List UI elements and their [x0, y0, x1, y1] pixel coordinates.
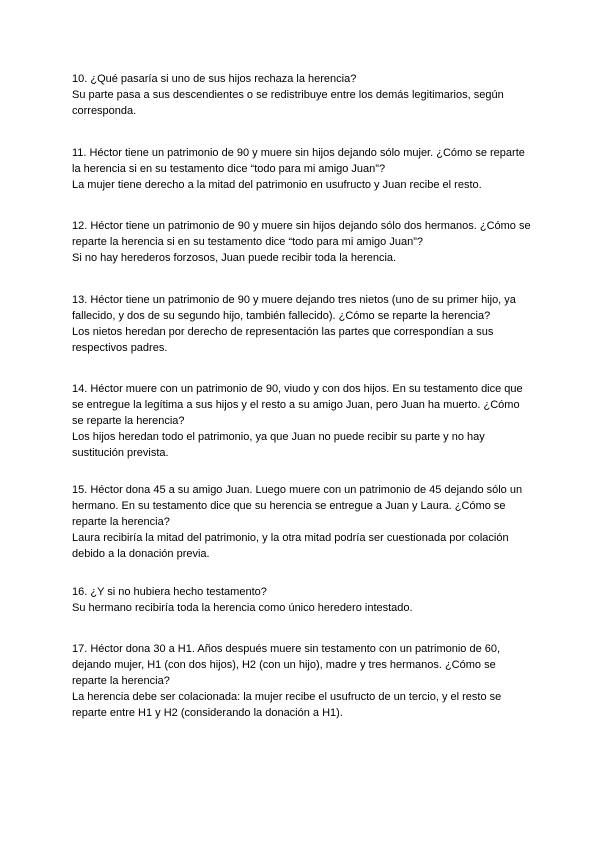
question-text: 10. ¿Qué pasaría si uno de sus hijos rechaza la herencia?	[72, 73, 357, 85]
question-text: 11. Héctor tiene un patrimonio de 90 y muere sin hijos dejando sólo mujer. ¿Cómo se reparte la herencia si en su testamento dice “todo para mi amigo Juan”?	[72, 147, 525, 175]
qa-item-14	[72, 381, 532, 461]
question-text: 17. Héctor dona 30 a H1. Años después muere sin testamento con un patrimonio de 60, dejando mujer, H1 (con dos hijos), H2 (con un hijo), madre y tres hermanos. ¿Cómo se reparte la herencia?	[72, 643, 501, 687]
question-text: 14. Héctor muere con un patrimonio de 90, viudo y con dos hijos. En su testamento dice que se entregue la legítima a sus hijos y el resto a su amigo Juan, pero Juan ha muerto. ¿Cómo se reparte la herencia?	[72, 383, 523, 427]
answer-text: Los nietos heredan por derecho de representación las partes que correspondían a sus respectivos padres.	[72, 326, 494, 354]
answer-text: Laura recibiría la mitad del patrimonio, y la otra mitad podría ser cuestionada por colación debido a la donación previa.	[72, 532, 509, 560]
qa-item-13	[72, 292, 532, 356]
qa-item-12	[72, 218, 532, 266]
question-text: 16. ¿Y si no hubiera hecho testamento?	[72, 586, 267, 598]
answer-text: Su hermano recibiría toda la herencia como único heredero intestado.	[72, 602, 413, 614]
qa-item-10	[72, 71, 532, 119]
answer-text: La herencia debe ser colacionada: la mujer recibe el usufructo de un tercio, y el resto se reparte entre H1 y H2 (considerando la donación a H1).	[72, 691, 502, 719]
question-text: 13. Héctor tiene un patrimonio de 90 y muere dejando tres nietos (uno de su primer hijo, ya fallecido, y dos de su segundo hijo, también fallecido). ¿Cómo se reparte la herencia?	[72, 294, 516, 322]
answer-text: Si no hay herederos forzosos, Juan puede recibir toda la herencia.	[72, 252, 397, 264]
answer-text: Su parte pasa a sus descendientes o se redistribuye entre los demás legitimarios, según corresponda.	[72, 89, 504, 117]
question-text: 15. Héctor dona 45 a su amigo Juan. Luego muere con un patrimonio de 45 dejando sólo un hermano. En su testamento dice que su herencia se entregue a Juan y Laura. ¿Cómo se reparte la herencia?	[72, 484, 523, 528]
qa-item-16	[72, 584, 532, 616]
qa-item-11	[72, 145, 532, 193]
answer-text: Los hijos heredan todo el patrimonio, ya que Juan no puede recibir su parte y no hay sustitución prevista.	[72, 431, 485, 459]
answer-text: La mujer tiene derecho a la mitad del patrimonio en usufructo y Juan recibe el resto.	[72, 179, 482, 191]
qa-item-15	[72, 482, 532, 562]
question-text: 12. Héctor tiene un patrimonio de 90 y muere sin hijos dejando sólo dos hermanos. ¿Cómo se reparte la herencia si en su testamento dice “todo para mi amigo Juan”?	[72, 220, 531, 248]
qa-item-17	[72, 641, 532, 721]
